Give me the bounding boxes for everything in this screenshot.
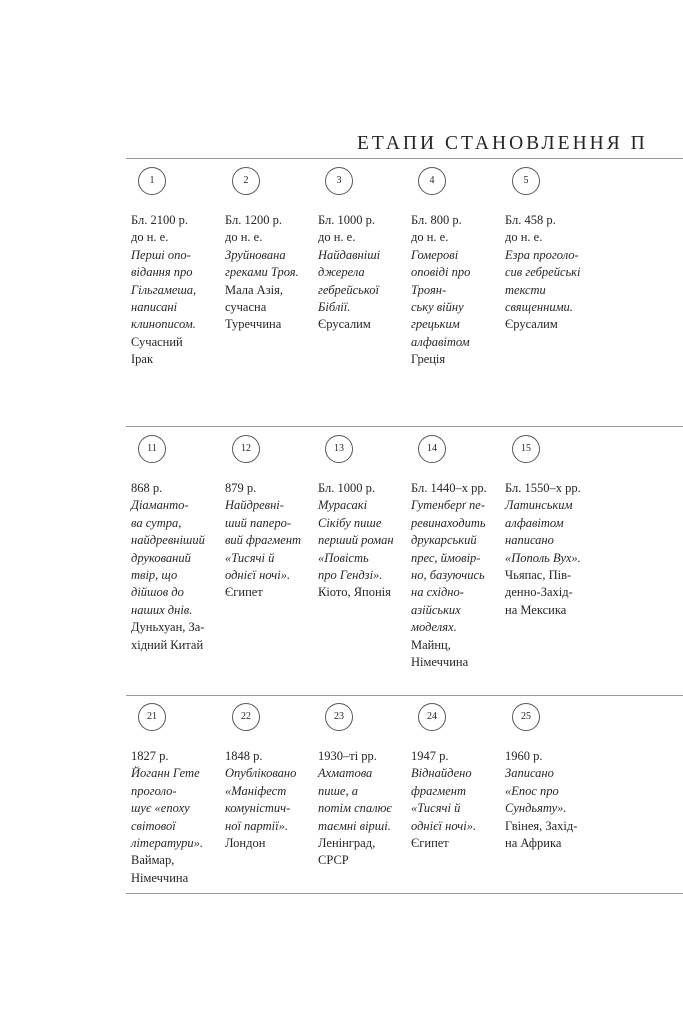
entry-text <box>318 748 404 870</box>
entry-text <box>131 480 217 654</box>
entry-line: Бл. 1200 р. <box>225 213 283 227</box>
entry-line: Сучасний <box>131 334 183 349</box>
entry-description-line: оповіді про <box>411 265 471 280</box>
entry-description-line: проголо- <box>131 783 177 798</box>
entry-line: СРСР <box>318 853 349 868</box>
entry-number: 1 <box>138 167 166 195</box>
entry-description-line: перший роман <box>318 533 394 548</box>
entry-description-line: пише, а <box>318 783 358 798</box>
entry-line: Німеччина <box>411 655 469 670</box>
entry-number: 5 <box>512 167 540 195</box>
entry-description-line: грецьким <box>411 317 460 332</box>
entry-line: Ленінград, <box>318 836 376 851</box>
entry-text <box>505 480 591 619</box>
entry-line: Майнц, <box>411 637 451 652</box>
entry-line: Єрусалим <box>505 317 558 332</box>
entry-number: 24 <box>418 703 446 731</box>
entry-line: до н. е. <box>318 230 356 245</box>
entry-line: на Африка <box>505 836 562 851</box>
entry-description-line: тексти <box>505 282 546 297</box>
entry-description-line: алфавітом <box>505 515 564 530</box>
entry-text <box>411 480 497 671</box>
entry-description-line: клинописом. <box>131 317 196 332</box>
entry-description-line: ної партії». <box>225 818 288 833</box>
entry-description-line: моделях. <box>411 620 457 635</box>
entry-description-line: ревинаходить <box>411 515 486 530</box>
entry-text <box>225 748 311 852</box>
entry-description-line: Гомерові <box>411 247 459 262</box>
entry-line: Єгипет <box>411 836 449 851</box>
entry-description-line: Йоганн Гете <box>131 766 200 781</box>
entry-text <box>131 212 217 369</box>
entry-line: 868 р. <box>131 481 163 495</box>
entry-description-line: однієї ночі». <box>411 818 477 833</box>
entry-description-line: сив гебрейські <box>505 265 581 280</box>
entry-line: до н. е. <box>131 230 169 245</box>
entry-line: 1947 р. <box>411 749 449 763</box>
entry-description-line: «Пополь Вух». <box>505 550 581 565</box>
entry-description-line: друкований <box>131 550 191 565</box>
entry-description-line: Мурасакі <box>318 498 368 513</box>
entry-description-line: ший папеpо- <box>225 515 292 530</box>
entry-line: денно-Захід- <box>505 585 573 600</box>
timeline-entry <box>318 435 404 602</box>
entry-description-line: найдревніший <box>131 533 205 548</box>
entry-description-line: комуністич- <box>225 801 291 816</box>
entry-description-line: прес, ймовір- <box>411 550 481 565</box>
entry-line: Греція <box>411 352 446 367</box>
entry-description-line: священними. <box>505 300 573 315</box>
timeline-entry <box>318 167 404 334</box>
entry-line: 1827 р. <box>131 749 169 763</box>
entry-description-line: ську війну <box>411 300 464 315</box>
entry-text <box>411 212 497 369</box>
entry-description-line: Сікібу пише <box>318 515 382 530</box>
entry-line: Гвінея, Захід- <box>505 818 578 833</box>
entry-description-line: Зруйнована <box>225 247 286 262</box>
entry-number: 4 <box>418 167 446 195</box>
entry-line: Єгипет <box>225 585 263 600</box>
entry-number: 13 <box>325 435 353 463</box>
entry-number: 21 <box>138 703 166 731</box>
entry-description-line: однієї ночі». <box>225 568 291 583</box>
entry-description-line: «Маніфест <box>225 783 287 798</box>
row-divider <box>126 158 683 159</box>
entry-description-line: твір, що <box>131 568 178 583</box>
timeline-entry <box>411 435 497 671</box>
entry-description-line: Найдавніші <box>318 247 381 262</box>
entry-line: Бл. 2100 р. <box>131 213 189 227</box>
entry-description-line: Гільгамеша, <box>131 282 197 297</box>
entry-description-line: джерела <box>318 265 365 280</box>
entry-line: 1930–ті рр. <box>318 749 377 763</box>
entry-text <box>225 212 311 334</box>
entry-description-line: вий фрагмент <box>225 533 302 548</box>
entry-number: 12 <box>232 435 260 463</box>
entry-description-line: написані <box>131 300 178 315</box>
entry-description-line: Езра проголо- <box>505 247 579 262</box>
entry-line: Бл. 458 р. <box>505 213 556 227</box>
entry-description-line: Записано <box>505 766 554 781</box>
entry-description-line: азійських <box>411 602 461 617</box>
entry-description-line: гебрейської <box>318 282 379 297</box>
row-divider <box>126 695 683 696</box>
row-divider <box>126 893 683 894</box>
entry-line: Бл. 1440–х рр. <box>411 481 487 495</box>
entry-line: 1960 р. <box>505 749 543 763</box>
entry-description-line: греками Троя. <box>225 265 299 280</box>
entry-description-line: Латинським <box>505 498 573 513</box>
timeline-entry <box>131 435 217 654</box>
timeline-entry <box>225 435 311 602</box>
entry-description-line: Ахматова <box>318 766 373 781</box>
entry-description-line: друкарський <box>411 533 477 548</box>
entry-description-line: шує «епоху <box>131 801 190 816</box>
entry-line: 1848 р. <box>225 749 263 763</box>
entry-line: Мала Азія, <box>225 282 283 297</box>
timeline-entry <box>318 703 404 870</box>
entry-text <box>505 212 591 334</box>
entry-line: Німеччина <box>131 870 189 885</box>
entry-description-line: про Гендзі». <box>318 568 383 583</box>
timeline-entry <box>505 167 591 334</box>
timeline-entry <box>411 167 497 369</box>
entry-line: Лондон <box>225 836 266 851</box>
entry-line: на Мексика <box>505 602 567 617</box>
entry-text <box>318 212 404 334</box>
entry-line: Бл. 1000 р. <box>318 213 376 227</box>
entry-description-line: дійшов до <box>131 585 184 600</box>
entry-number: 2 <box>232 167 260 195</box>
entry-description-line: Гутенберґ пе- <box>411 498 486 513</box>
entry-line: Бл. 800 р. <box>411 213 462 227</box>
entry-description-line: таємні вірші. <box>318 818 391 833</box>
entry-number: 22 <box>232 703 260 731</box>
timeline-entry <box>411 703 497 852</box>
entry-line: Ваймар, <box>131 853 175 868</box>
timeline-entry <box>225 703 311 852</box>
entry-description-line: Віднайдено <box>411 766 472 781</box>
entry-description-line: відання про <box>131 265 193 280</box>
entry-description-line: наших днів. <box>131 602 193 617</box>
entry-line: Ірак <box>131 352 154 367</box>
entry-number: 3 <box>325 167 353 195</box>
entry-line: Кіото, Японія <box>318 585 391 600</box>
entry-description-line: алфавітом <box>411 334 470 349</box>
row-divider <box>126 426 683 427</box>
entry-description-line: Діаманто- <box>131 498 189 513</box>
entry-line: 879 р. <box>225 481 257 495</box>
entry-description-line: Опубліковано <box>225 766 297 781</box>
entry-line: Бл. 1000 р. <box>318 481 376 495</box>
timeline-entry <box>225 167 311 334</box>
entry-line: Бл. 1550–х рр. <box>505 481 581 495</box>
timeline-entry <box>131 703 217 887</box>
entry-description-line: літератури». <box>131 836 203 851</box>
entry-line: Дуньхуан, За- <box>131 620 205 635</box>
entry-description-line: Троян- <box>411 282 447 297</box>
entry-description-line: «Епос про <box>505 783 559 798</box>
entry-line: до н. е. <box>225 230 263 245</box>
entry-number: 25 <box>512 703 540 731</box>
entry-description-line: Сундьяту». <box>505 801 567 816</box>
page-title: ЕТАПИ СТАНОВЛЕННЯ П <box>357 133 648 154</box>
entry-description-line: написано <box>505 533 554 548</box>
entry-description-line: «Тисячі й <box>411 801 461 816</box>
entry-text <box>225 480 311 602</box>
entry-description-line: «Повість <box>318 550 369 565</box>
timeline-entry <box>131 167 217 369</box>
entry-description-line: потім спалює <box>318 801 392 816</box>
entry-line: Чьяпас, Пів- <box>505 568 572 583</box>
timeline-entry <box>505 703 591 852</box>
entry-line: Туреччина <box>225 317 282 332</box>
entry-description-line: но, базуючись <box>411 568 485 583</box>
entry-description-line: Перші опо- <box>131 247 191 262</box>
entry-line: Єрусалим <box>318 317 371 332</box>
entry-line: до н. е. <box>505 230 543 245</box>
entry-text <box>505 748 591 852</box>
entry-description-line: на східно- <box>411 585 464 600</box>
entry-line: до н. е. <box>411 230 449 245</box>
entry-description-line: фрагмент <box>411 783 467 798</box>
entry-number: 11 <box>138 435 166 463</box>
entry-text <box>411 748 497 852</box>
entry-description-line: ва сутра, <box>131 515 182 530</box>
entry-text <box>318 480 404 602</box>
entry-number: 23 <box>325 703 353 731</box>
entry-number: 15 <box>512 435 540 463</box>
entry-number: 14 <box>418 435 446 463</box>
entry-text <box>131 748 217 887</box>
entry-line: сучасна <box>225 300 267 315</box>
entry-line: хідний Китай <box>131 637 204 652</box>
timeline-entry <box>505 435 591 619</box>
entry-description-line: світової <box>131 818 176 833</box>
entry-description-line: Біблії. <box>318 300 351 315</box>
entry-description-line: «Тисячі й <box>225 550 275 565</box>
entry-description-line: Найдревні- <box>225 498 284 513</box>
